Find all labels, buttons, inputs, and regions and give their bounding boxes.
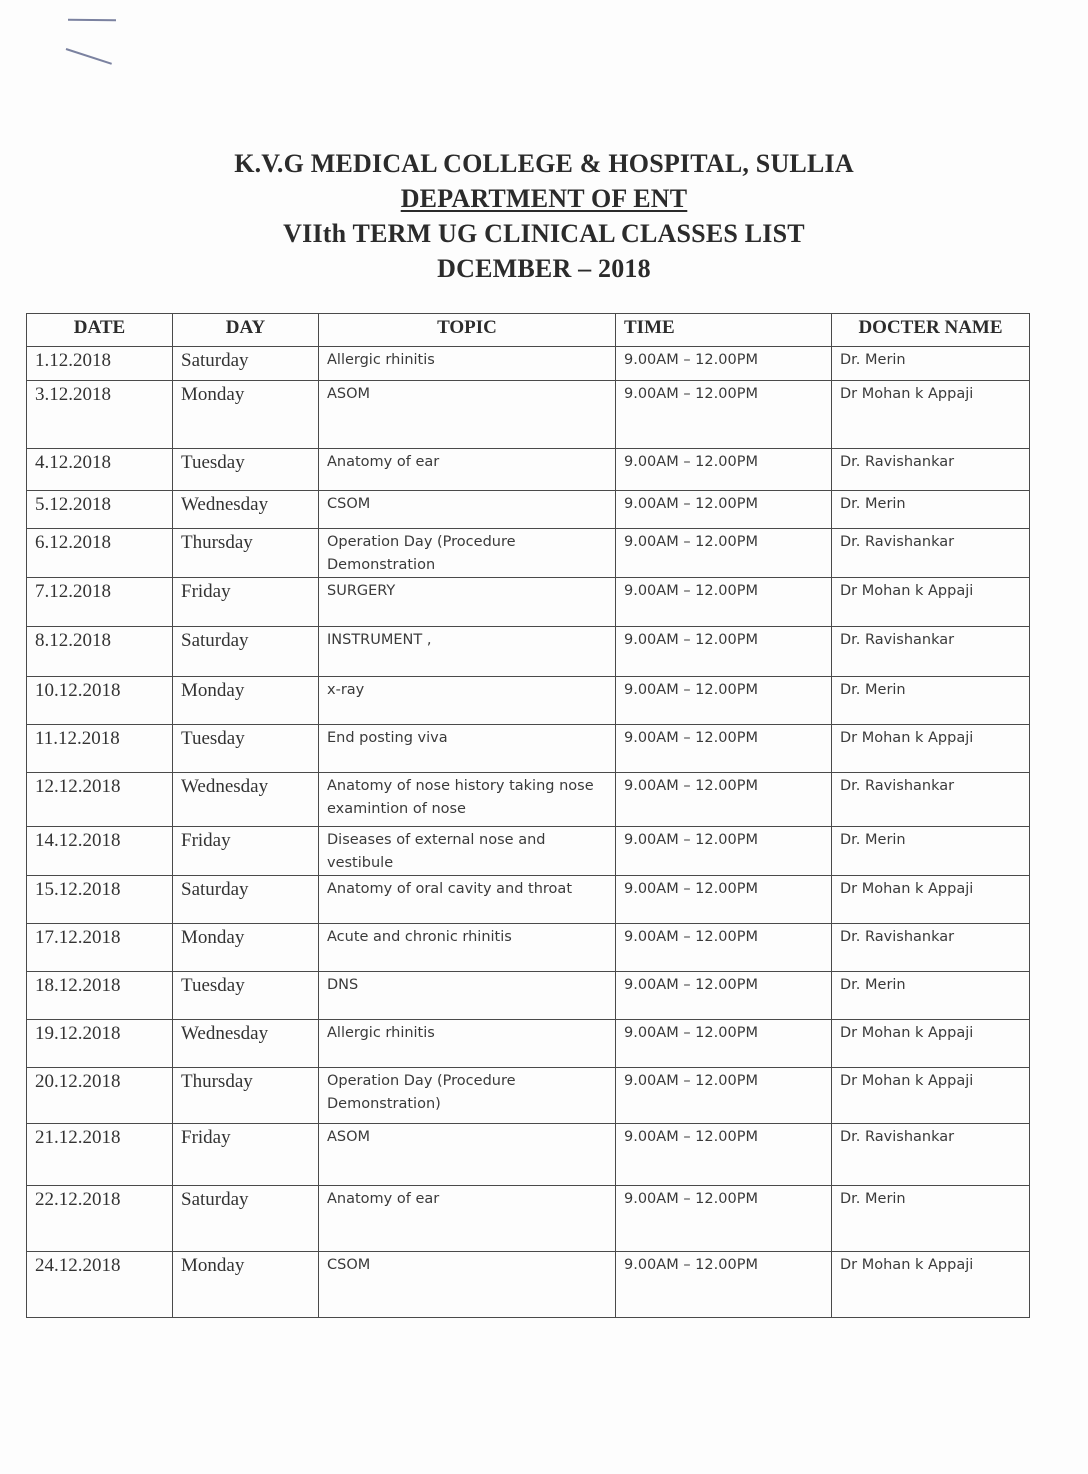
cell-doctor: Dr. Ravishankar [832, 449, 1030, 491]
list-title: VIIth TERM UG CLINICAL CLASSES LIST [283, 219, 805, 248]
table-row [27, 381, 1030, 449]
cell-date: 4.12.2018 [27, 449, 173, 491]
table-row [27, 1020, 1030, 1068]
cell-topic: Operation Day (Procedure Demonstration) [319, 1068, 616, 1124]
table-row [27, 677, 1030, 725]
schedule-table [26, 313, 1030, 1318]
cell-time: 9.00AM – 12.00PM [616, 491, 832, 529]
cell-topic: CSOM [319, 491, 616, 529]
table-row [27, 773, 1030, 827]
cell-time: 9.00AM – 12.00PM [616, 1068, 832, 1124]
cell-day: Saturday [173, 1186, 319, 1252]
column-header-day: DAY [173, 314, 319, 347]
cell-day: Tuesday [173, 725, 319, 773]
cell-day: Tuesday [173, 972, 319, 1020]
table-row [27, 449, 1030, 491]
cell-day: Saturday [173, 627, 319, 677]
cell-time: 9.00AM – 12.00PM [616, 924, 832, 972]
cell-doctor: Dr. Merin [832, 827, 1030, 876]
cell-date: 18.12.2018 [27, 972, 173, 1020]
scan-mark [66, 48, 112, 65]
cell-day: Thursday [173, 1068, 319, 1124]
cell-time: 9.00AM – 12.00PM [616, 347, 832, 381]
cell-doctor: Dr Mohan k Appaji [832, 725, 1030, 773]
cell-date: 12.12.2018 [27, 773, 173, 827]
document-header [0, 146, 1088, 286]
cell-topic: Allergic rhinitis [319, 1020, 616, 1068]
cell-doctor: Dr. Merin [832, 972, 1030, 1020]
cell-topic: Anatomy of oral cavity and throat [319, 876, 616, 924]
column-header-topic: TOPIC [319, 314, 616, 347]
cell-time: 9.00AM – 12.00PM [616, 1124, 832, 1186]
cell-doctor: Dr. Merin [832, 677, 1030, 725]
cell-day: Friday [173, 1124, 319, 1186]
table-row [27, 725, 1030, 773]
cell-doctor: Dr Mohan k Appaji [832, 578, 1030, 627]
cell-doctor: Dr Mohan k Appaji [832, 1068, 1030, 1124]
cell-time: 9.00AM – 12.00PM [616, 827, 832, 876]
cell-day: Monday [173, 381, 319, 449]
cell-time: 9.00AM – 12.00PM [616, 1186, 832, 1252]
table-row [27, 347, 1030, 381]
cell-doctor: Dr Mohan k Appaji [832, 1252, 1030, 1318]
cell-day: Friday [173, 578, 319, 627]
table-row [27, 529, 1030, 578]
cell-time: 9.00AM – 12.00PM [616, 578, 832, 627]
cell-day: Saturday [173, 876, 319, 924]
cell-date: 3.12.2018 [27, 381, 173, 449]
scan-mark [68, 19, 116, 21]
cell-date: 10.12.2018 [27, 677, 173, 725]
table-row [27, 1068, 1030, 1124]
cell-topic: SURGERY [319, 578, 616, 627]
cell-date: 11.12.2018 [27, 725, 173, 773]
cell-topic: CSOM [319, 1252, 616, 1318]
table-row [27, 1252, 1030, 1318]
cell-day: Thursday [173, 529, 319, 578]
cell-topic: ASOM [319, 381, 616, 449]
cell-time: 9.00AM – 12.00PM [616, 1252, 832, 1318]
cell-time: 9.00AM – 12.00PM [616, 1020, 832, 1068]
cell-topic: Operation Day (Procedure Demonstration [319, 529, 616, 578]
cell-day: Monday [173, 1252, 319, 1318]
cell-topic: Anatomy of nose history taking nose examintion of nose [319, 773, 616, 827]
cell-date: 15.12.2018 [27, 876, 173, 924]
cell-date: 5.12.2018 [27, 491, 173, 529]
cell-date: 21.12.2018 [27, 1124, 173, 1186]
table-row [27, 924, 1030, 972]
cell-topic: Allergic rhinitis [319, 347, 616, 381]
cell-day: Friday [173, 827, 319, 876]
cell-date: 6.12.2018 [27, 529, 173, 578]
table-row [27, 491, 1030, 529]
cell-topic: Anatomy of ear [319, 449, 616, 491]
column-header-time: TIME [616, 314, 832, 347]
cell-topic: Diseases of external nose and vestibule [319, 827, 616, 876]
cell-time: 9.00AM – 12.00PM [616, 529, 832, 578]
cell-day: Wednesday [173, 491, 319, 529]
cell-topic: End posting viva [319, 725, 616, 773]
table-header-row [27, 314, 1030, 347]
table-row [27, 578, 1030, 627]
institution-title: K.V.G MEDICAL COLLEGE & HOSPITAL, SULLIA [234, 149, 854, 178]
table-row [27, 627, 1030, 677]
cell-time: 9.00AM – 12.00PM [616, 449, 832, 491]
cell-date: 17.12.2018 [27, 924, 173, 972]
cell-date: 19.12.2018 [27, 1020, 173, 1068]
cell-time: 9.00AM – 12.00PM [616, 677, 832, 725]
cell-topic: Anatomy of ear [319, 1186, 616, 1252]
cell-date: 24.12.2018 [27, 1252, 173, 1318]
cell-topic: ASOM [319, 1124, 616, 1186]
cell-doctor: Dr. Ravishankar [832, 627, 1030, 677]
table-row [27, 876, 1030, 924]
cell-time: 9.00AM – 12.00PM [616, 876, 832, 924]
cell-topic: DNS [319, 972, 616, 1020]
cell-time: 9.00AM – 12.00PM [616, 725, 832, 773]
cell-doctor: Dr. Merin [832, 491, 1030, 529]
cell-doctor: Dr. Merin [832, 347, 1030, 381]
cell-day: Monday [173, 924, 319, 972]
table-row [27, 972, 1030, 1020]
cell-time: 9.00AM – 12.00PM [616, 972, 832, 1020]
cell-date: 7.12.2018 [27, 578, 173, 627]
cell-doctor: Dr. Merin [832, 1186, 1030, 1252]
cell-doctor: Dr Mohan k Appaji [832, 1020, 1030, 1068]
cell-day: Wednesday [173, 773, 319, 827]
cell-doctor: Dr. Ravishankar [832, 529, 1030, 578]
table-row [27, 1186, 1030, 1252]
cell-day: Wednesday [173, 1020, 319, 1068]
table-row [27, 1124, 1030, 1186]
cell-date: 1.12.2018 [27, 347, 173, 381]
month-title: DCEMBER – 2018 [437, 254, 651, 283]
cell-time: 9.00AM – 12.00PM [616, 627, 832, 677]
cell-date: 20.12.2018 [27, 1068, 173, 1124]
cell-doctor: Dr. Ravishankar [832, 1124, 1030, 1186]
cell-time: 9.00AM – 12.00PM [616, 773, 832, 827]
cell-date: 14.12.2018 [27, 827, 173, 876]
column-header-doctor: DOCTER NAME [832, 314, 1030, 347]
cell-doctor: Dr. Ravishankar [832, 924, 1030, 972]
cell-doctor: Dr Mohan k Appaji [832, 876, 1030, 924]
cell-time: 9.00AM – 12.00PM [616, 381, 832, 449]
column-header-date: DATE [27, 314, 173, 347]
cell-topic: x-ray [319, 677, 616, 725]
cell-day: Tuesday [173, 449, 319, 491]
cell-topic: Acute and chronic rhinitis [319, 924, 616, 972]
table-row [27, 827, 1030, 876]
cell-doctor: Dr Mohan k Appaji [832, 381, 1030, 449]
cell-date: 8.12.2018 [27, 627, 173, 677]
department-title: DEPARTMENT OF ENT [400, 184, 688, 213]
cell-day: Saturday [173, 347, 319, 381]
cell-date: 22.12.2018 [27, 1186, 173, 1252]
cell-doctor: Dr. Ravishankar [832, 773, 1030, 827]
cell-day: Monday [173, 677, 319, 725]
cell-topic: INSTRUMENT , [319, 627, 616, 677]
